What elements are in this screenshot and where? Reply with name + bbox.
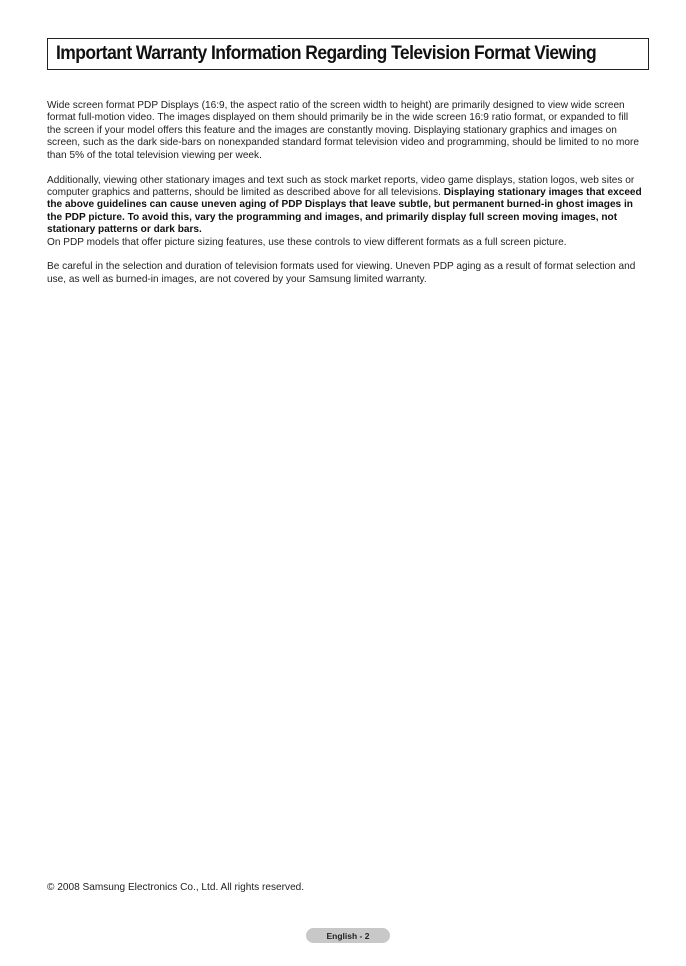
copyright-notice: © 2008 Samsung Electronics Co., Ltd. All rights reserved. bbox=[47, 882, 305, 893]
warranty-body bbox=[47, 100, 643, 299]
paragraph-format-selection: Be careful in the selection and duration of television formats used for viewing. Uneven PDP aging as a result of format selection and use, as well as burned-in images, are not covered by your Samsung limited warranty. bbox=[47, 261, 636, 285]
paragraph-picture-sizing: On PDP models that offer picture sizing features, use these controls to view different formats as a full screen picture. bbox=[47, 236, 567, 248]
page-number-label: English - 2 bbox=[326, 930, 370, 941]
paragraph-stationary-bold-warning: Displaying stationary images that exceed the above guidelines can cause uneven aging of PDP Displays that leave subtle, but permanent burned-in ghost images in the PDP picture. To avoid this, vary the programming and images, and primarily display full screen moving images, not stationary patterns or dark bars. bbox=[47, 186, 642, 236]
title-box bbox=[47, 38, 649, 70]
paragraph-stationary-images bbox=[47, 175, 643, 237]
page-number-badge bbox=[306, 928, 390, 943]
paragraph-stationary-normal-text: Additionally, viewing other stationary images and text such as stock market reports, video game displays, station logos, web sites or computer graphics and patterns, should be limited as described above for all televisions. bbox=[47, 174, 635, 198]
page-title: Important Warranty Information Regarding Television Format Viewing bbox=[56, 43, 597, 64]
paragraph-wide-screen: Wide screen format PDP Displays (16:9, the aspect ratio of the screen width to height) are primarily designed to view wide screen format full-motion video. The images displayed on them should primarily be in the wide screen 16:9 ratio format, or expanded to fill the screen if your model offers this feature and the images are constantly moving. Displaying stationary graphics and images on screen, such as the dark side-bars on nonexpanded standard format television video and programming, should be limited to no more than 5% of the total television viewing per week. bbox=[47, 100, 639, 161]
